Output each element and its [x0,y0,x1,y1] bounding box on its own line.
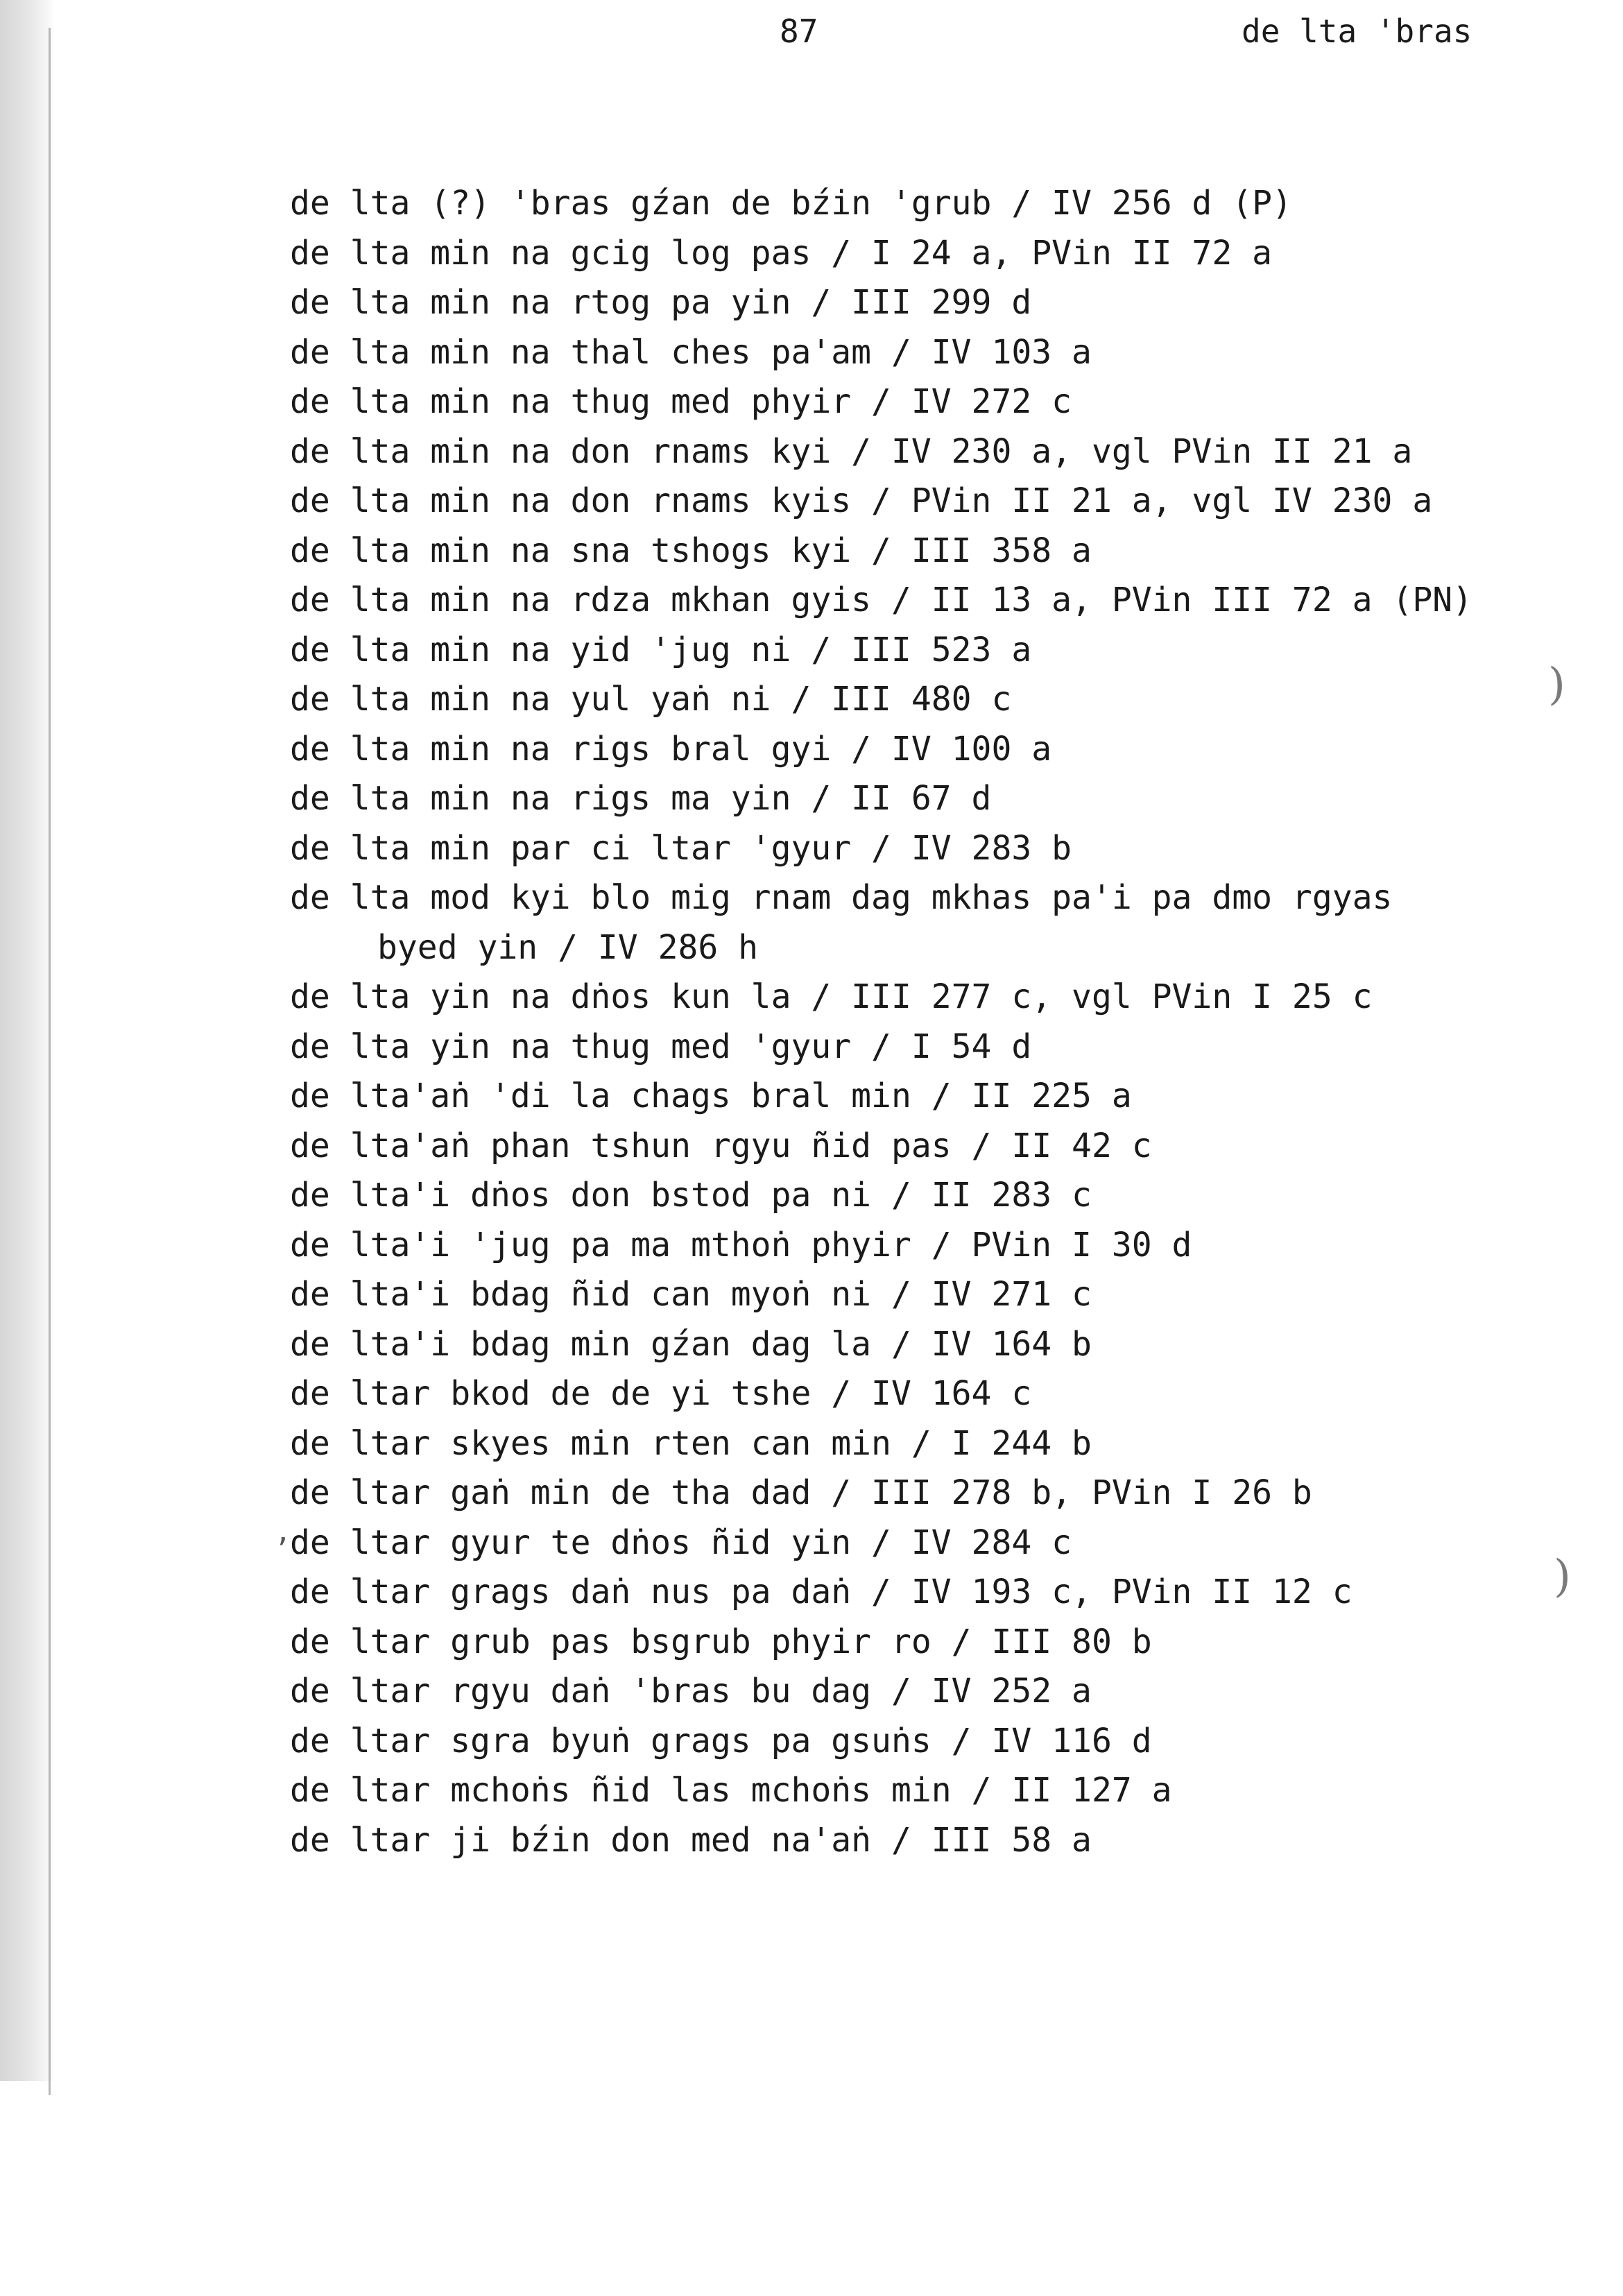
index-entry: de ltar rgyu daṅ 'bras bu dag / IV 252 a [290,1672,1092,1711]
index-entry: de lta min na sna tshogs kyi / III 358 a [290,531,1092,570]
index-entry: de lta min na rdza mkhan gyis / II 13 a, PVin III 72 a (PN) [290,581,1473,619]
index-entry: de ltar gyur te dṅos ñid yin / IV 284 c [290,1523,1072,1562]
index-entry: de lta yin na dṅos kun la / III 277 c, vgl PVin I 25 c [290,977,1373,1016]
index-entry: de ltar skyes min rten can min / I 244 b [290,1423,1092,1463]
index-entry: de lta min na thal ches pa'am / IV 103 a [290,332,1092,372]
binding-shadow-line [49,28,51,2095]
index-entry: de lta'aṅ 'di la chags bral min / II 225 a [290,1077,1132,1115]
index-entry: de ltar grags daṅ nus pa daṅ / IV 193 c, PVin II 12 c [290,1573,1352,1611]
index-entry: de lta min na rigs bral gyi / IV 100 a [290,729,1052,769]
index-entry: de ltar sgra byuṅ grags pa gsuṅs / IV 116 d [290,1721,1152,1760]
index-entry: de lta min par ci ltar 'gyur / IV 283 b [290,828,1072,868]
margin-pencil-mark: ) [1554,1551,1571,1602]
scanned-binding-edge [0,0,55,2081]
index-entry: de ltar mchoṅs ñid las mchoṅs min / II 127 a [290,1771,1172,1810]
index-entry: de lta min na yid 'jug ni / III 523 a [290,630,1032,669]
stray-ink-mark: , [275,1516,292,1548]
index-entry-continuation: byed yin / IV 286 h [377,927,759,967]
index-entry: de lta yin na thug med 'gyur / I 54 d [290,1027,1032,1066]
running-head: de lta 'bras [1242,12,1472,50]
index-entry: de ltar gaṅ min de tha dad / III 278 b, PVin I 26 b [290,1473,1312,1512]
index-entry: de lta min na don rnams kyis / PVin II 21 a, vgl IV 230 a [290,481,1433,520]
index-entry: de lta min na thug med phyir / IV 272 c [290,382,1072,421]
margin-pencil-mark: ) [1548,659,1565,710]
index-entry: de lta min na yul yaṅ ni / III 480 c [290,680,1012,719]
index-entry: de lta'i bdag min gźan dag la / IV 164 b [290,1324,1092,1364]
index-entry: de lta min na rigs ma yin / II 67 d [290,779,992,818]
index-entry: de lta min na gcig log pas / I 24 a, PVin II 72 a [290,233,1273,273]
index-entry: de lta mod kyi blo mig rnam dag mkhas pa'i pa dmo rgyas [290,878,1393,917]
index-entry: de lta'aṅ phan tshun rgyu ñid pas / II 42 c [290,1126,1152,1165]
index-entry: de lta min na don rnams kyi / IV 230 a, vgl PVin II 21 a [290,431,1413,471]
index-entry: de lta'i bdag ñid can myoṅ ni / IV 271 c [290,1275,1092,1314]
index-entry: de ltar ji bźin don med na'aṅ / III 58 a [290,1820,1092,1860]
index-entry: de lta (?) 'bras gźan de bźin 'grub / IV 256 d (P) [290,184,1292,223]
index-entry-list [290,179,1472,1865]
index-entry: de lta'i 'jug pa ma mthoṅ phyir / PVin I 30 d [290,1225,1192,1265]
page-number: 87 [780,12,818,50]
index-entry: de ltar bkod de de yi tshe / IV 164 c [290,1374,1032,1413]
index-entry: de lta min na rtog pa yin / III 299 d [290,283,1032,322]
index-entry: de lta'i dṅos don bstod pa ni / II 283 c [290,1176,1092,1215]
index-entry: de ltar grub pas bsgrub phyir ro / III 80 b [290,1622,1152,1661]
